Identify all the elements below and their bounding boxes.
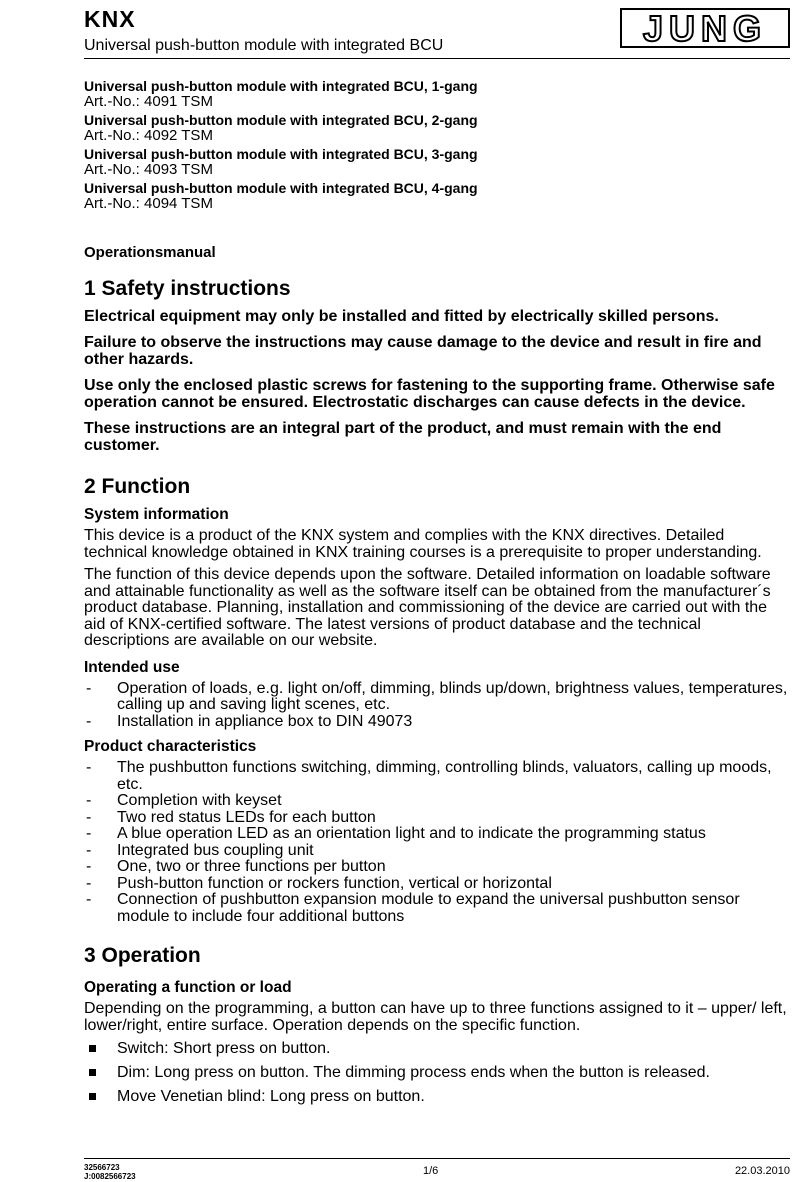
document-number (84, 1163, 136, 1181)
article-list (84, 78, 790, 212)
header-divider (84, 58, 790, 59)
list-item: - Push-button function or rockers function, vertical or horizontal (84, 876, 790, 893)
paragraph: Depending on the programming, a button can have up to three functions assigned to it – upper/ left, lower/right, entire surface. Operation depends on the specific function. (84, 1000, 787, 1034)
document-date: 22.03.2010 (734, 1165, 790, 1177)
list-item (84, 1064, 790, 1081)
document-number-2: J:0082566723 (84, 1172, 136, 1181)
svg-text:JUNG: JUNG (642, 8, 768, 48)
article-number: Art.-No.: 4094 TSM (84, 195, 213, 212)
header-subtitle: Universal push-button module with integrated BCU (84, 37, 444, 54)
article-title: Universal push-button module with integrated BCU, 1-gang (84, 78, 478, 94)
footer-divider (84, 1158, 790, 1159)
list-item-text: Switch: Short press on button. (117, 1040, 331, 1057)
list-item: - The pushbutton functions switching, dimming, controlling blinds, valuators, calling up moods, etc. (84, 760, 790, 793)
safety-paragraph: Use only the enclosed plastic screws for fastening to the supporting frame. Otherwise safe operation cannot be ensured. Electrostatic discharges can cause defects in the device. (84, 377, 775, 411)
list-item: - Two red status LEDs for each button (84, 810, 790, 827)
safety-paragraph: Electrical equipment may only be installed and fitted by electrically skilled persons. (84, 308, 719, 325)
list-item (84, 1088, 790, 1105)
list-item-text: Dim: Long press on button. The dimming process ends when the button is released. (117, 1064, 710, 1081)
list-item: - Integrated bus coupling unit (84, 843, 790, 860)
article-title: Universal push-button module with integrated BCU, 3-gang (84, 146, 478, 162)
safety-paragraph: These instructions are an integral part of the product, and must remain with the end customer. (84, 420, 722, 454)
list-item (84, 1040, 790, 1057)
article-number: Art.-No.: 4091 TSM (84, 93, 213, 110)
knx-logo: KNX (84, 6, 136, 32)
product-characteristics-list (84, 760, 790, 925)
article-title: Universal push-button module with integrated BCU, 2-gang (84, 112, 478, 128)
page-footer (84, 1158, 790, 1182)
document-number-1: 32566723 (84, 1163, 120, 1172)
jung-logo-icon (620, 8, 790, 48)
square-bullet-icon (89, 1093, 96, 1100)
square-bullet-icon (89, 1069, 96, 1076)
list-item: - Completion with keyset (84, 793, 790, 810)
paragraph: The function of this device depends upon the software. Detailed information on loadable software and attainable functionality as well as the software itself can be obtained from the manufacturer´s product database. Planning, installation and commissioning of the device are carried out with the aid of KNX-certified software. The latest versions of product database and the technical descriptions are available on our website. (84, 566, 771, 649)
list-item: - A blue operation LED as an orientation light and to indicate the programming status (84, 826, 790, 843)
operation-bullet-list (84, 1040, 790, 1105)
subheading-intended-use: Intended use (84, 658, 180, 676)
subheading-system-information: System information (84, 506, 229, 523)
list-item-text: Move Venetian blind: Long press on button. (117, 1088, 425, 1105)
operations-manual-label: Operationsmanual (84, 244, 216, 261)
safety-paragraph: Failure to observe the instructions may cause damage to the device and result in fire and other hazards. (84, 334, 762, 368)
intended-use-list (84, 681, 790, 731)
document-body (84, 76, 790, 1112)
list-item: - One, two or three functions per button (84, 859, 790, 876)
safety-instructions (84, 308, 790, 454)
square-bullet-icon (89, 1045, 96, 1052)
article-number: Art.-No.: 4093 TSM (84, 161, 213, 178)
subheading-product-characteristics: Product characteristics (84, 738, 257, 755)
paragraph: This device is a product of the KNX system and complies with the KNX directives. Detailed technical knowledge obtained in KNX training courses is a prerequisite to proper understanding. (84, 527, 762, 561)
section-heading-safety: 1 Safety instructions (84, 277, 291, 300)
page-number: 1/6 (423, 1165, 439, 1177)
section-heading-function: 2 Function (84, 475, 191, 498)
page-header (0, 0, 808, 60)
section-heading-operation: 3 Operation (84, 944, 201, 967)
list-item: - Installation in appliance box to DIN 49073 (84, 714, 790, 731)
article-number: Art.-No.: 4092 TSM (84, 127, 213, 144)
article-title: Universal push-button module with integrated BCU, 4-gang (84, 180, 478, 196)
subheading-operating-function: Operating a function or load (84, 979, 292, 996)
list-item: - Connection of pushbutton expansion module to expand the universal pushbutton sensor module to include four additional buttons (84, 892, 790, 925)
list-item: - Operation of loads, e.g. light on/off, dimming, blinds up/down, brightness values, temperatures, calling up and saving light scenes, etc. (84, 681, 790, 714)
